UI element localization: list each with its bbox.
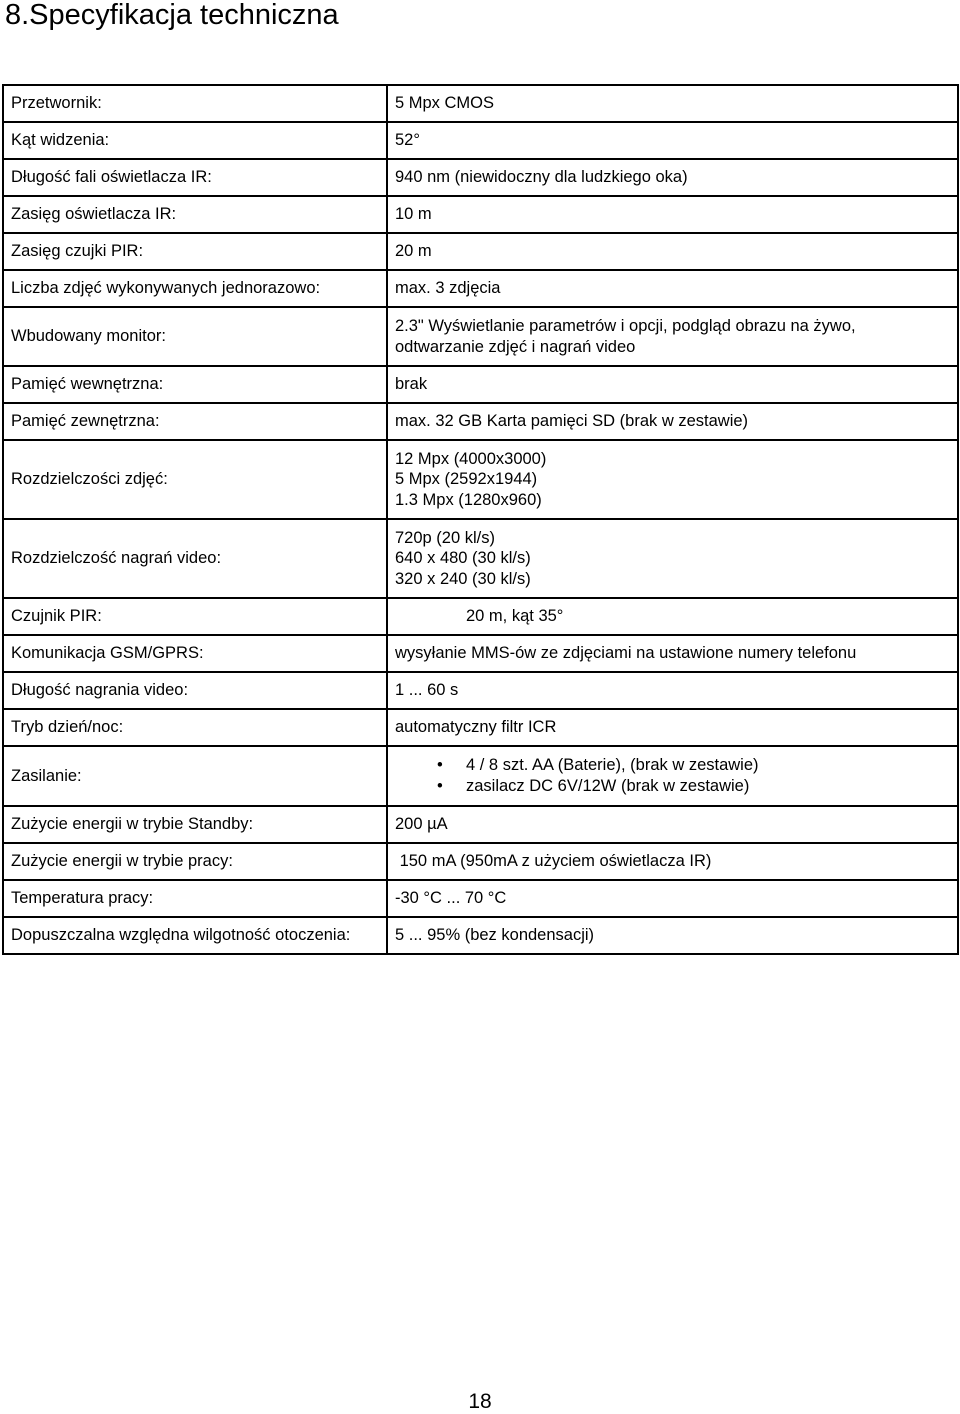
table-row xyxy=(3,880,958,917)
spec-label: Zużycie energii w trybie Standby: xyxy=(3,806,387,843)
spec-value-line: 5 Mpx (2592x1944) xyxy=(395,470,538,489)
spec-value-line: 20 m xyxy=(395,242,432,261)
spec-value-line: 10 m xyxy=(395,205,432,224)
spec-value xyxy=(387,122,958,159)
table-row xyxy=(3,233,958,270)
table-row xyxy=(3,746,958,806)
spec-value xyxy=(387,233,958,270)
table-row xyxy=(3,403,958,440)
spec-value-line: automatyczny filtr ICR xyxy=(395,718,557,737)
table-row xyxy=(3,519,958,598)
table-row xyxy=(3,122,958,159)
spec-label: Temperatura pracy: xyxy=(3,880,387,917)
spec-value xyxy=(387,307,958,366)
spec-value-line: 1 ... 60 s xyxy=(395,681,459,700)
spec-label: Rozdzielczość nagrań video: xyxy=(3,519,387,598)
list-item-text: 4 / 8 szt. AA (Baterie), (brak w zestawie) xyxy=(466,756,759,774)
spec-value xyxy=(387,85,958,122)
spec-label: Zasięg oświetlacza IR: xyxy=(3,196,387,233)
spec-value-line: 150 mA (950mA z użyciem oświetlacza IR) xyxy=(395,852,712,871)
spec-value-line: 5 ... 95% (bez kondensacji) xyxy=(395,926,595,945)
spec-label: Pamięć wewnętrzna: xyxy=(3,366,387,403)
spec-label: Długość fali oświetlacza IR: xyxy=(3,159,387,196)
table-row xyxy=(3,440,958,519)
table-row xyxy=(3,196,958,233)
spec-value xyxy=(387,159,958,196)
bullet-icon: • xyxy=(437,777,443,795)
spec-label: Zasilanie: xyxy=(3,746,387,806)
spec-value-line: 720p (20 kl/s) xyxy=(395,528,495,547)
spec-value-line: odtwarzanie zdjęć i nagrań video xyxy=(395,337,636,356)
spec-value-line: max. 32 GB Karta pamięci SD (brak w zestawie) xyxy=(395,412,749,431)
spec-value xyxy=(387,598,958,635)
spec-value xyxy=(387,746,958,806)
spec-label: Pamięć zewnętrzna: xyxy=(3,403,387,440)
table-row xyxy=(3,917,958,954)
spec-value-line: 320 x 240 (30 kl/s) xyxy=(395,569,531,588)
specification-table xyxy=(2,84,959,955)
spec-value xyxy=(387,672,958,709)
spec-label: Zużycie energii w trybie pracy: xyxy=(3,843,387,880)
table-row xyxy=(3,598,958,635)
table-row xyxy=(3,672,958,709)
spec-value xyxy=(387,880,958,917)
table-row xyxy=(3,85,958,122)
bullet-icon: • xyxy=(437,756,443,774)
power-options-list xyxy=(395,755,950,797)
list-item xyxy=(437,755,950,776)
table-row xyxy=(3,270,958,307)
spec-value-line: 12 Mpx (4000x3000) xyxy=(395,449,547,468)
table-row xyxy=(3,159,958,196)
page-title: 8.Specyfikacja techniczna xyxy=(5,0,339,31)
spec-value-line: wysyłanie MMS-ów ze zdjęciami na ustawione numery telefonu xyxy=(395,644,857,663)
spec-value-line: 1.3 Mpx (1280x960) xyxy=(395,490,542,509)
spec-value xyxy=(387,270,958,307)
spec-label: Komunikacja GSM/GPRS: xyxy=(3,635,387,672)
spec-label: Tryb dzień/noc: xyxy=(3,709,387,746)
spec-value xyxy=(387,806,958,843)
spec-label: Długość nagrania video: xyxy=(3,672,387,709)
spec-label: Wbudowany monitor: xyxy=(3,307,387,366)
spec-value xyxy=(387,709,958,746)
spec-value-line: 640 x 480 (30 kl/s) xyxy=(395,549,531,568)
spec-value xyxy=(387,440,958,519)
spec-label: Kąt widzenia: xyxy=(3,122,387,159)
table-row xyxy=(3,709,958,746)
spec-value-line: 940 nm (niewidoczny dla ludzkiego oka) xyxy=(395,168,688,187)
spec-value-line: -30 °C ... 70 °C xyxy=(395,889,507,908)
spec-value-line: 20 m, kąt 35° xyxy=(466,607,564,626)
table-row xyxy=(3,635,958,672)
spec-value xyxy=(387,843,958,880)
spec-value xyxy=(387,635,958,672)
spec-value xyxy=(387,917,958,954)
spec-value-line: brak xyxy=(395,375,428,394)
spec-value xyxy=(387,196,958,233)
spec-label: Dopuszczalna względna wilgotność otoczenia: xyxy=(3,917,387,954)
spec-label: Przetwornik: xyxy=(3,85,387,122)
table-row xyxy=(3,366,958,403)
page-number: 18 xyxy=(468,1390,492,1413)
table-row xyxy=(3,806,958,843)
spec-value-line: 2.3" Wyświetlanie parametrów i opcji, podgląd obrazu na żywo, xyxy=(395,317,856,335)
spec-value xyxy=(387,366,958,403)
list-item-text: zasilacz DC 6V/12W (brak w zestawie) xyxy=(466,777,750,795)
table-row xyxy=(3,843,958,880)
spec-value xyxy=(387,403,958,440)
spec-value xyxy=(387,519,958,598)
spec-label: Liczba zdjęć wykonywanych jednorazowo: xyxy=(3,270,387,307)
spec-label: Czujnik PIR: xyxy=(3,598,387,635)
table-row xyxy=(3,307,958,366)
list-item xyxy=(437,776,950,797)
spec-value-line: 200 µA xyxy=(395,815,448,834)
spec-value-line: max. 3 zdjęcia xyxy=(395,279,501,298)
spec-value-line: 52° xyxy=(395,131,420,150)
spec-value-line: 5 Mpx CMOS xyxy=(395,94,495,113)
spec-label: Zasięg czujki PIR: xyxy=(3,233,387,270)
spec-label: Rozdzielczości zdjęć: xyxy=(3,440,387,519)
